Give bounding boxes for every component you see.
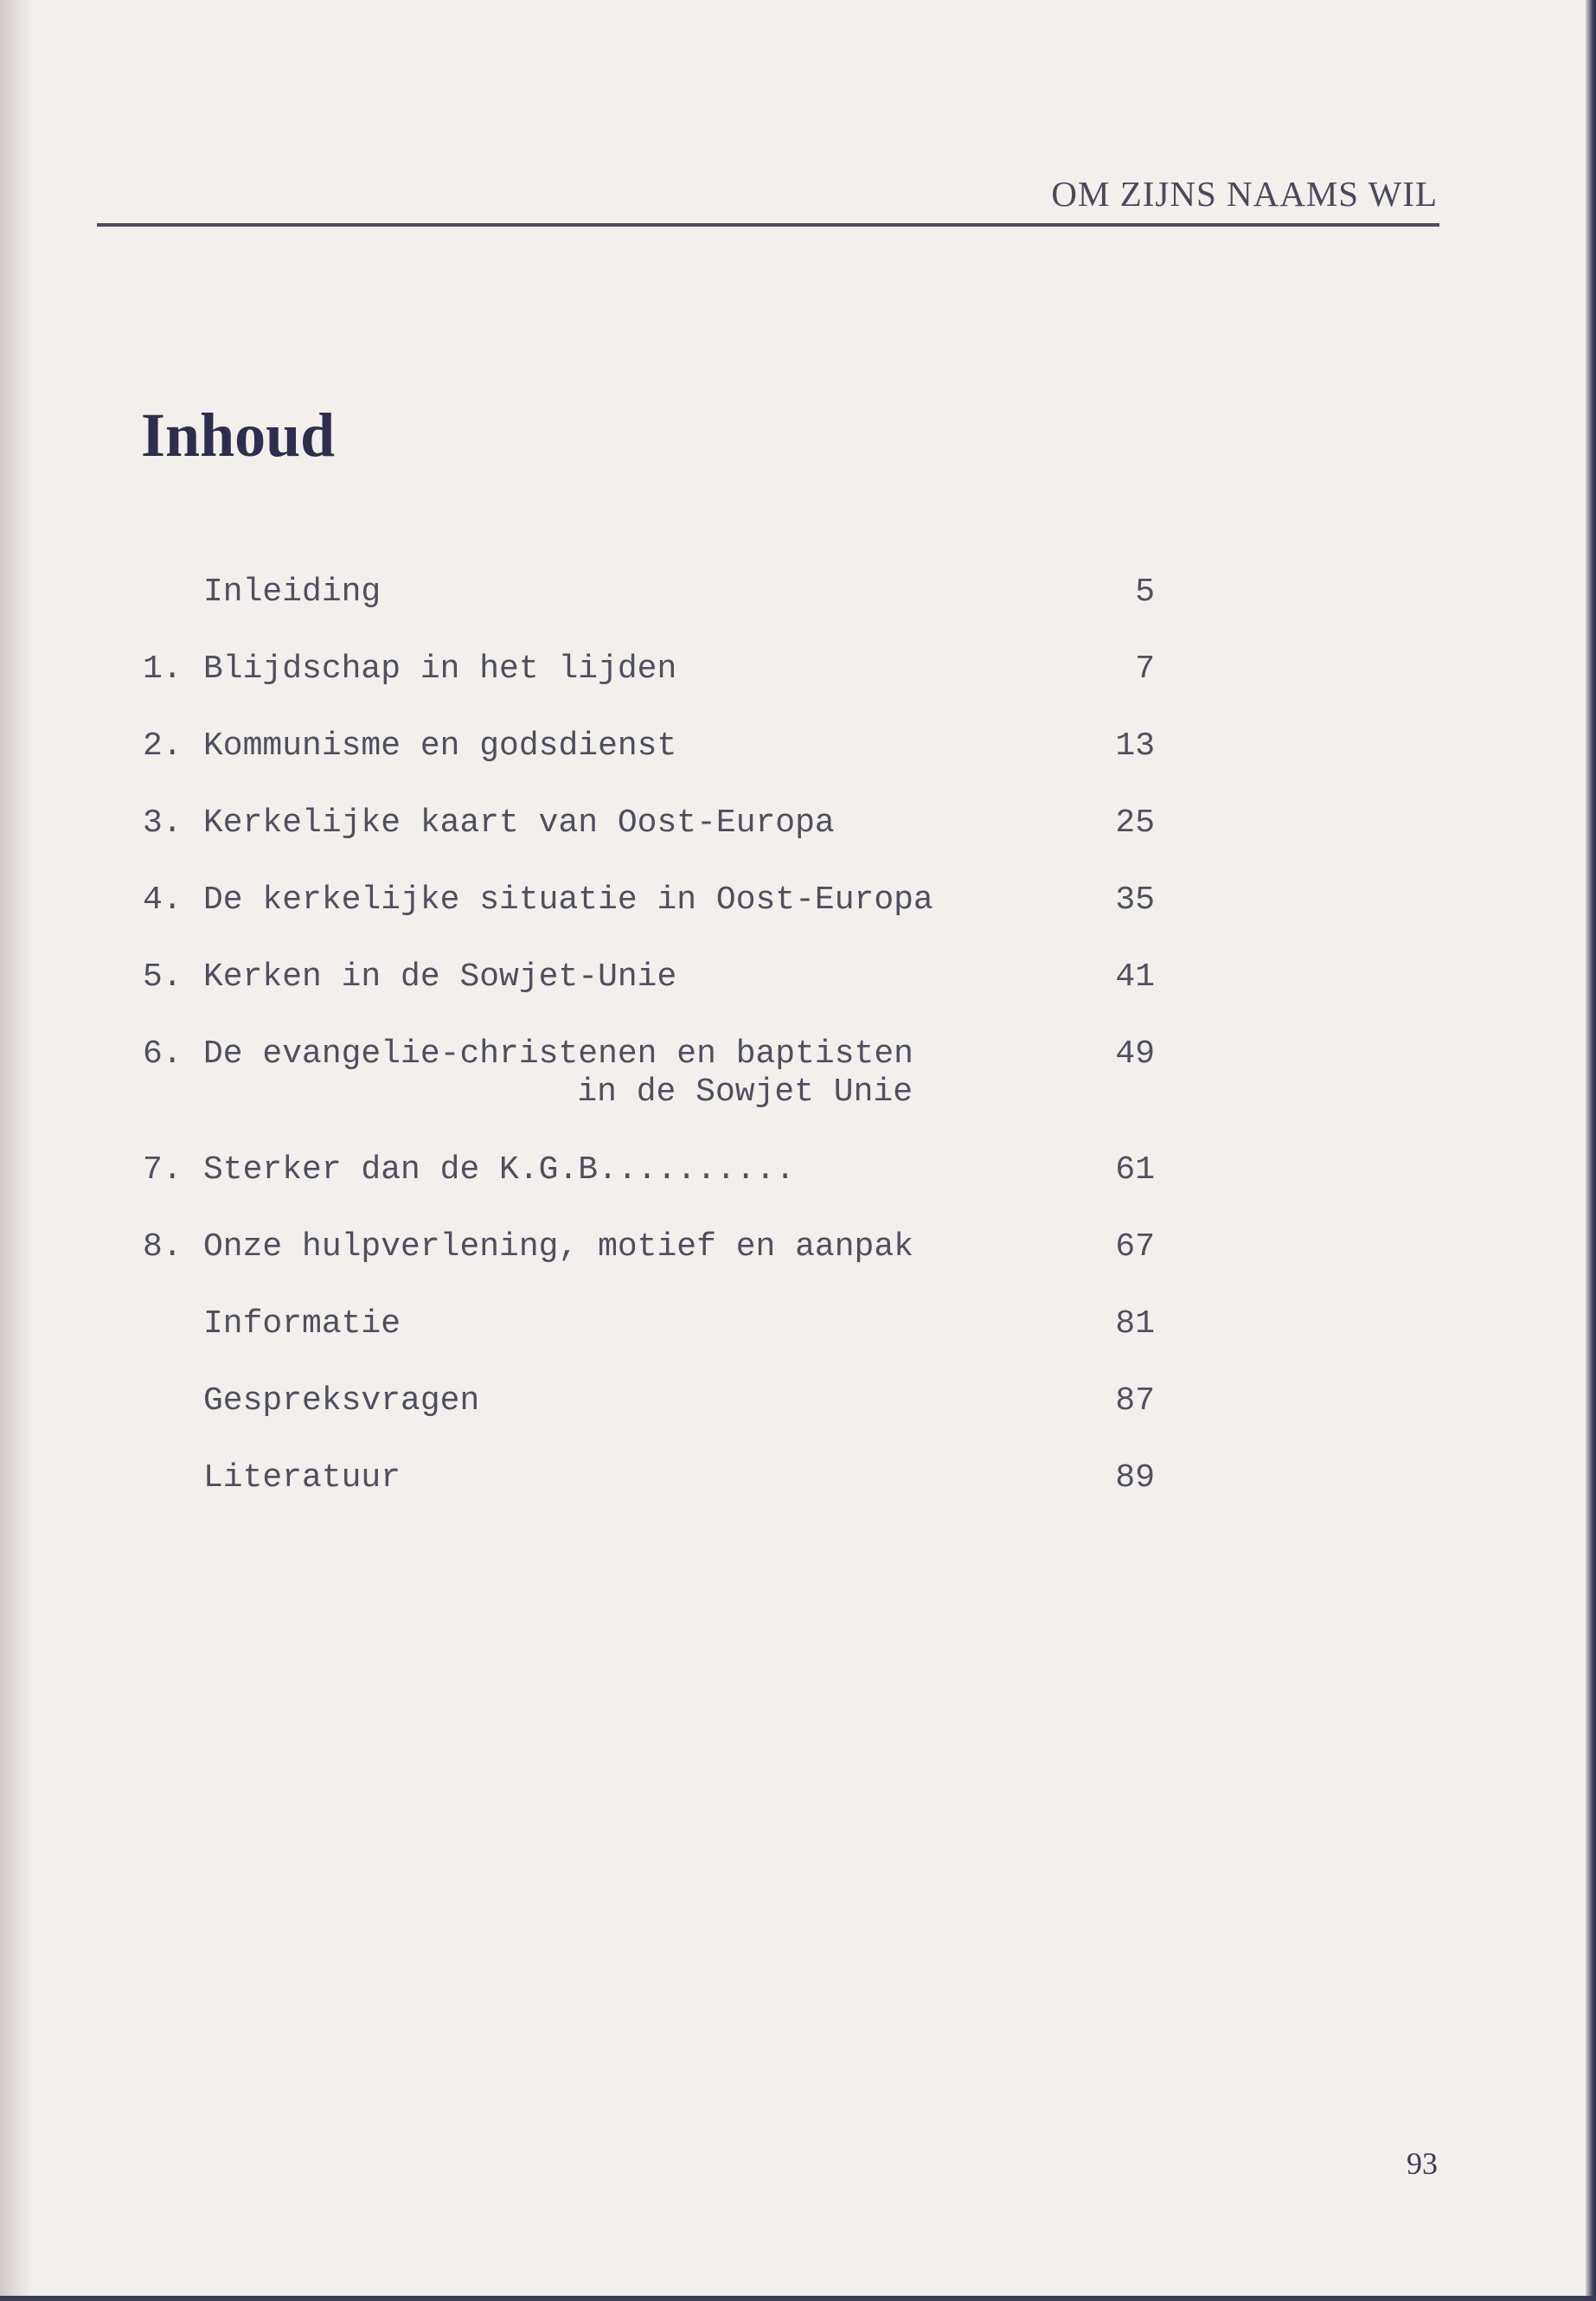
toc-entry-page: 49 bbox=[1115, 1035, 1155, 1073]
toc-entry-title: Kommunisme en godsdienst bbox=[203, 727, 677, 765]
table-of-contents bbox=[143, 574, 1155, 1536]
toc-entry-title: De kerkelijke situatie in Oost-Europa bbox=[203, 881, 933, 919]
toc-entry-title: Gespreksvragen bbox=[203, 1382, 480, 1420]
toc-entry-title: Onze hulpverlening, motief en aanpak bbox=[203, 1228, 913, 1266]
toc-entry-page: 67 bbox=[1115, 1228, 1155, 1266]
toc-entry-page: 41 bbox=[1115, 958, 1155, 996]
toc-entry-page: 13 bbox=[1115, 727, 1155, 765]
page-edge-bottom bbox=[0, 2296, 1596, 2301]
toc-entry-page: 89 bbox=[1115, 1459, 1155, 1497]
page-number: 93 bbox=[1407, 2146, 1438, 2181]
toc-entry-informatie[interactable] bbox=[143, 1305, 1155, 1382]
toc-entry-1[interactable] bbox=[143, 651, 1155, 727]
page-edge-right bbox=[1586, 0, 1596, 2301]
toc-entry-title: De evangelie-christenen en baptisten bbox=[203, 1035, 913, 1073]
toc-entry-page: 25 bbox=[1115, 804, 1155, 842]
toc-entry-title: Blijdschap in het lijden bbox=[203, 651, 677, 688]
toc-entry-number: 1. bbox=[143, 651, 183, 688]
toc-entry-page: 5 bbox=[1135, 574, 1155, 611]
toc-entry-8[interactable] bbox=[143, 1228, 1155, 1305]
toc-entry-literatuur[interactable] bbox=[143, 1459, 1155, 1536]
toc-entry-number: 8. bbox=[143, 1228, 183, 1266]
toc-entry-2[interactable] bbox=[143, 727, 1155, 804]
toc-entry-3[interactable] bbox=[143, 804, 1155, 881]
toc-entry-title-continuation: in de Sowjet Unie bbox=[577, 1074, 913, 1111]
toc-entry-title: Kerken in de Sowjet-Unie bbox=[203, 958, 677, 996]
toc-entry-page: 81 bbox=[1115, 1305, 1155, 1343]
header-rule bbox=[97, 223, 1439, 227]
toc-entry-title: Informatie bbox=[203, 1305, 401, 1343]
running-head: OM ZIJNS NAAMS WIL bbox=[1051, 174, 1438, 214]
toc-entry-title-block bbox=[203, 1035, 999, 1112]
toc-entry-6[interactable] bbox=[143, 1035, 1155, 1151]
toc-entry-inleiding[interactable] bbox=[143, 574, 1155, 651]
toc-entry-7[interactable] bbox=[143, 1151, 1155, 1228]
toc-entry-title: Inleiding bbox=[203, 574, 381, 611]
toc-entry-number: 7. bbox=[143, 1151, 183, 1189]
toc-entry-gespreksvragen[interactable] bbox=[143, 1382, 1155, 1459]
page-title: Inhoud bbox=[141, 401, 336, 470]
toc-entry-title: Sterker dan de K.G.B.......... bbox=[203, 1151, 796, 1189]
toc-entry-page: 35 bbox=[1115, 881, 1155, 919]
toc-entry-title: Kerkelijke kaart van Oost-Europa bbox=[203, 804, 835, 842]
toc-entry-page: 7 bbox=[1135, 651, 1155, 688]
toc-entry-number: 3. bbox=[143, 804, 183, 842]
toc-entry-number: 5. bbox=[143, 958, 183, 996]
toc-entry-4[interactable] bbox=[143, 881, 1155, 958]
page-gutter-shadow bbox=[0, 0, 33, 2301]
toc-entry-title: Literatuur bbox=[203, 1459, 401, 1497]
toc-entry-5[interactable] bbox=[143, 958, 1155, 1035]
toc-entry-number: 4. bbox=[143, 881, 183, 919]
toc-entry-page: 87 bbox=[1115, 1382, 1155, 1420]
toc-entry-number: 6. bbox=[143, 1035, 183, 1073]
toc-entry-number: 2. bbox=[143, 727, 183, 765]
toc-entry-page: 61 bbox=[1115, 1151, 1155, 1189]
